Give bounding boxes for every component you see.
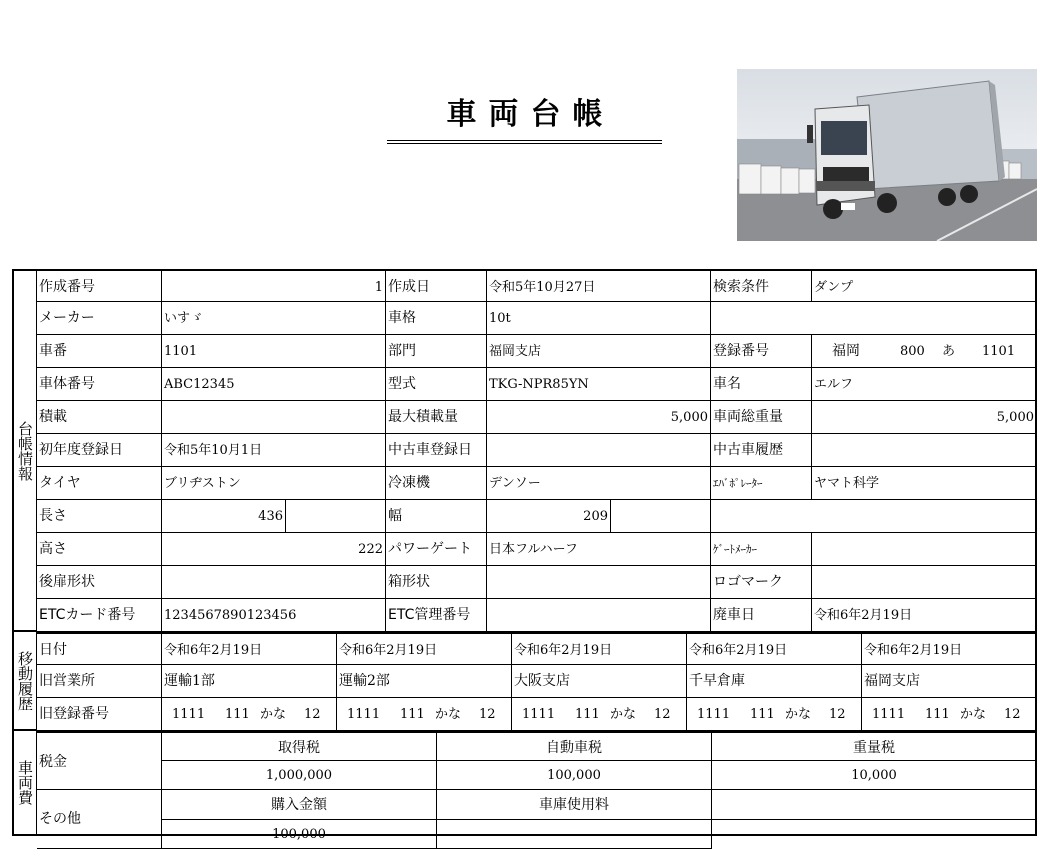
- value-maker[interactable]: いすゞ: [162, 302, 386, 335]
- old-registration-3[interactable]: [512, 698, 687, 731]
- label-old-registration: 旧登録番号: [37, 698, 162, 731]
- value-tire[interactable]: ブリヂストン: [162, 467, 386, 500]
- header-acquisition-tax: 取得税: [162, 731, 437, 761]
- old-reg-part: 1111: [172, 707, 206, 722]
- old-reg-part: 12: [304, 707, 321, 722]
- value-department[interactable]: 福岡支店: [487, 335, 711, 368]
- section-cost-label: 車両費: [16, 760, 34, 805]
- value-logo-mark[interactable]: [812, 566, 1037, 599]
- move-date-4[interactable]: 令和6年2月19日: [687, 632, 862, 665]
- label-logo-mark: ロゴマーク: [711, 566, 812, 599]
- value-used-history[interactable]: [812, 434, 1037, 467]
- value-width[interactable]: 209: [487, 500, 611, 533]
- old-reg-part: 12: [479, 707, 496, 722]
- reg-region: 福岡: [832, 343, 860, 359]
- old-reg-part: 111: [925, 707, 950, 722]
- value-search-condition[interactable]: ダンプ: [812, 269, 1037, 302]
- label-power-gate: パワーゲート: [386, 533, 487, 566]
- old-registration-4[interactable]: [687, 698, 862, 731]
- label-registration-no: 登録番号: [711, 335, 812, 368]
- label-gross-weight: 車両総重量: [711, 401, 812, 434]
- label-etc-management: ETC管理番号: [386, 599, 487, 632]
- section-movement-label: 移動履歴: [16, 650, 34, 711]
- section-vehicle-cost: [12, 731, 37, 836]
- value-creation-no[interactable]: 1: [162, 269, 386, 302]
- old-reg-part: かな: [610, 707, 637, 722]
- label-chassis-no: 車体番号: [37, 368, 162, 401]
- value-garage-fee[interactable]: [437, 820, 712, 849]
- label-creation-date: 作成日: [386, 269, 487, 302]
- value-max-load[interactable]: 5,000: [487, 401, 711, 434]
- label-vehicle-class: 車格: [386, 302, 487, 335]
- old-reg-part: 12: [654, 707, 671, 722]
- label-tax: 税金: [37, 731, 162, 790]
- move-date-5[interactable]: 令和6年2月19日: [862, 632, 1037, 665]
- label-creation-no: 作成番号: [37, 269, 162, 302]
- value-chassis-no[interactable]: ABC12345: [162, 368, 386, 401]
- label-refrigerator: 冷凍機: [386, 467, 487, 500]
- value-automobile-tax[interactable]: 100,000: [437, 761, 712, 790]
- header-weight-tax: 重量税: [712, 731, 1037, 761]
- value-etc-card[interactable]: 1234567890123456: [162, 599, 386, 632]
- old-office-1[interactable]: 運輸1部: [162, 665, 337, 698]
- label-used-history: 中古車履歴: [711, 434, 812, 467]
- label-scrap-date: 廃車日: [711, 599, 812, 632]
- label-used-registration: 中古車登録日: [386, 434, 487, 467]
- value-registration-no[interactable]: [812, 335, 1037, 368]
- old-reg-part: 1111: [697, 707, 731, 722]
- value-evaporator[interactable]: ヤマト科学: [812, 467, 1037, 500]
- label-model: 型式: [386, 368, 487, 401]
- old-reg-part: 12: [1004, 707, 1021, 722]
- move-date-1[interactable]: 令和6年2月19日: [162, 632, 337, 665]
- header-purchase-amount: 購入金額: [162, 790, 437, 820]
- value-gate-maker[interactable]: [812, 533, 1037, 566]
- old-office-5[interactable]: 福岡支店: [862, 665, 1037, 698]
- label-vehicle-no: 車番: [37, 335, 162, 368]
- old-registration-1[interactable]: [162, 698, 337, 731]
- value-vehicle-no[interactable]: 1101: [162, 335, 386, 368]
- value-etc-management[interactable]: [487, 599, 711, 632]
- old-reg-part: かな: [435, 707, 462, 722]
- label-tire: タイヤ: [37, 467, 162, 500]
- truck-photo: [737, 69, 1037, 241]
- reg-class: 800: [900, 344, 925, 359]
- label-box-shape: 箱形状: [386, 566, 487, 599]
- value-purchase-amount[interactable]: 100,000: [162, 820, 437, 849]
- reg-number: 1101: [982, 344, 1016, 359]
- section-movement: [12, 632, 37, 731]
- label-department: 部門: [386, 335, 487, 368]
- label-move-date: 日付: [37, 632, 162, 665]
- truck-photo-icon: [737, 69, 1037, 241]
- header-automobile-tax: 自動車税: [437, 731, 712, 761]
- empty-cell: [712, 790, 1037, 820]
- section-ledger-label: 台帳情報: [16, 420, 34, 481]
- label-gate-maker: ｹﾞｰﾄﾒｰｶｰ: [711, 533, 812, 566]
- old-reg-part: 1111: [872, 707, 906, 722]
- label-other: その他: [37, 790, 162, 849]
- value-length[interactable]: 436: [162, 500, 286, 533]
- value-box-shape[interactable]: [487, 566, 711, 599]
- old-reg-part: 111: [400, 707, 425, 722]
- old-reg-part: 111: [750, 707, 775, 722]
- title-block: [387, 92, 662, 144]
- value-rear-door[interactable]: [162, 566, 386, 599]
- label-load: 積載: [37, 401, 162, 434]
- label-maker: メーカー: [37, 302, 162, 335]
- label-length: 長さ: [37, 500, 162, 533]
- label-old-office: 旧営業所: [37, 665, 162, 698]
- old-reg-part: 111: [225, 707, 250, 722]
- value-vehicle-class[interactable]: 10t: [487, 302, 711, 335]
- label-first-registration: 初年度登録日: [37, 434, 162, 467]
- old-reg-part: かな: [260, 707, 287, 722]
- header-garage-fee: 車庫使用料: [437, 790, 712, 820]
- old-reg-part: 12: [829, 707, 846, 722]
- move-date-3[interactable]: 令和6年2月19日: [512, 632, 687, 665]
- value-acquisition-tax[interactable]: 1,000,000: [162, 761, 437, 790]
- label-width: 幅: [386, 500, 487, 533]
- move-date-2[interactable]: 令和6年2月19日: [337, 632, 512, 665]
- old-reg-part: 111: [575, 707, 600, 722]
- old-office-3[interactable]: 大阪支店: [512, 665, 687, 698]
- value-scrap-date[interactable]: 令和6年2月19日: [812, 599, 1037, 632]
- value-refrigerator[interactable]: デンソー: [487, 467, 711, 500]
- value-height[interactable]: 222: [162, 533, 386, 566]
- label-evaporator: ｴﾊﾞﾎﾟﾚｰﾀｰ: [711, 467, 812, 500]
- value-model[interactable]: TKG-NPR85YN: [487, 368, 711, 401]
- old-office-4[interactable]: 千早倉庫: [687, 665, 862, 698]
- label-rear-door: 後扉形状: [37, 566, 162, 599]
- value-power-gate[interactable]: 日本フルハーフ: [487, 533, 711, 566]
- old-registration-2[interactable]: [337, 698, 512, 731]
- value-vehicle-name[interactable]: エルフ: [812, 368, 1037, 401]
- old-reg-part: かな: [785, 707, 812, 722]
- reg-kana: あ: [942, 344, 956, 359]
- old-office-2[interactable]: 運輸2部: [337, 665, 512, 698]
- label-max-load: 最大積載量: [386, 401, 487, 434]
- empty-cell: [711, 500, 1037, 533]
- empty-cell: [286, 500, 386, 533]
- empty-cell: [711, 302, 1037, 335]
- value-load[interactable]: [162, 401, 386, 434]
- old-reg-part: 1111: [522, 707, 556, 722]
- section-ledger: [12, 269, 37, 632]
- value-creation-date[interactable]: 令和5年10月27日: [487, 269, 711, 302]
- title-underline: [387, 140, 662, 144]
- empty-cell: [611, 500, 711, 533]
- value-gross-weight[interactable]: 5,000: [812, 401, 1037, 434]
- value-first-registration[interactable]: 令和5年10月1日: [162, 434, 386, 467]
- label-vehicle-name: 車名: [711, 368, 812, 401]
- label-etc-card: ETCカード番号: [37, 599, 162, 632]
- label-height: 高さ: [37, 533, 162, 566]
- value-weight-tax[interactable]: 10,000: [712, 761, 1037, 790]
- value-used-registration[interactable]: [487, 434, 711, 467]
- old-registration-5[interactable]: [862, 698, 1037, 731]
- label-search-condition: 検索条件: [711, 269, 812, 302]
- old-reg-part: かな: [960, 707, 987, 722]
- old-reg-part: 1111: [347, 707, 381, 722]
- page-title: 車両台帳: [446, 97, 615, 132]
